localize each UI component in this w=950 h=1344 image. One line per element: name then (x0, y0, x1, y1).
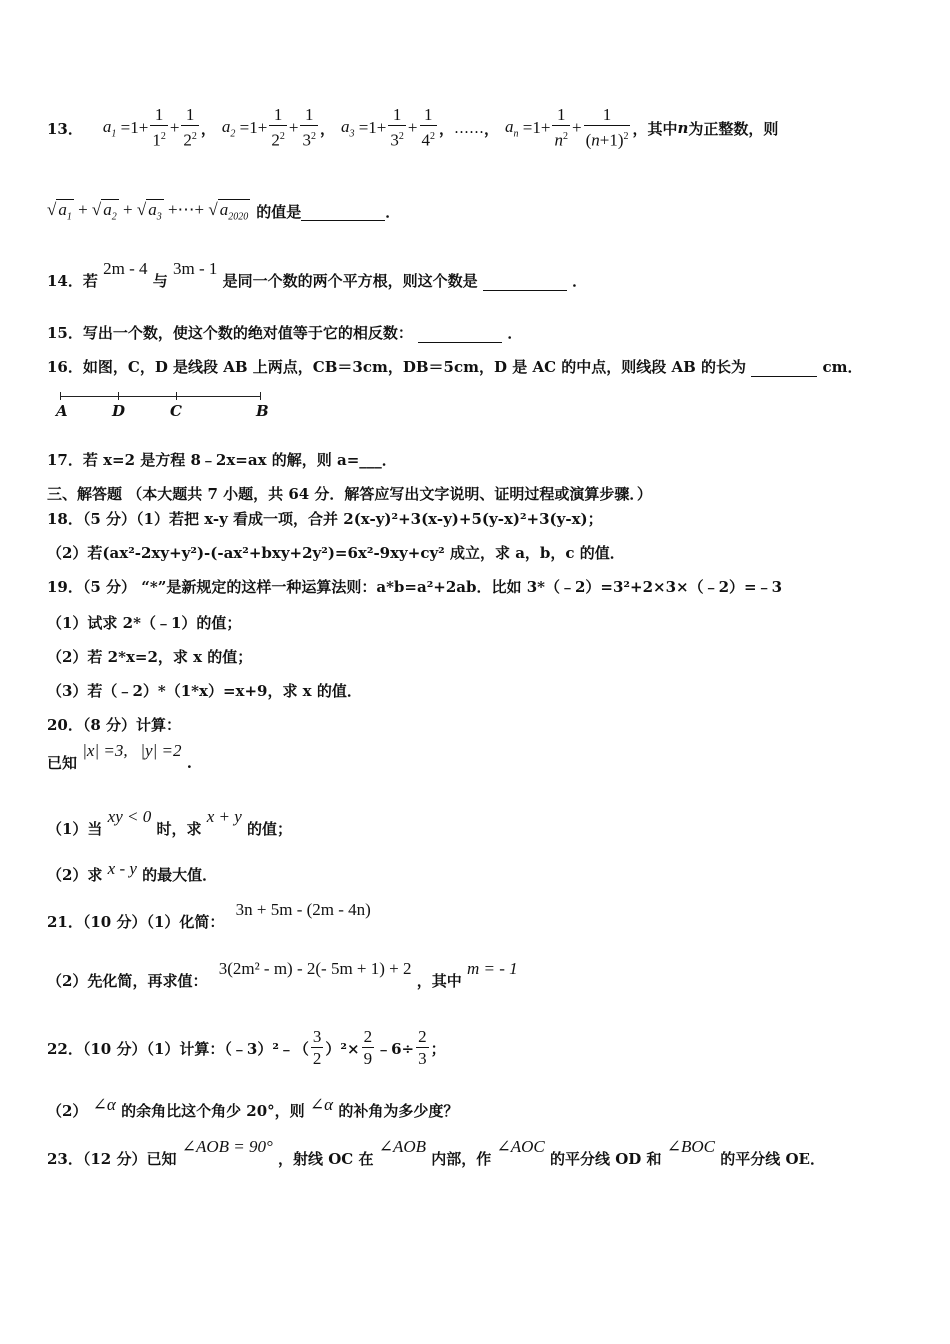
q13-number: 13． (47, 119, 83, 138)
label-c: C (170, 402, 182, 420)
q14-line: 14．若 2m - 4 与 3m - 1 是同一个数的两个平方根，则这个数是 ． (47, 259, 588, 290)
sqrt-sum: √ $a_1$ + √ $a_2$ + √ $a_3$ +⋯+ √ $a_{2020}$ (47, 200, 249, 223)
q13-line1: 13． $a_1$ =1+ $\frac{1}{1^2}$ + $\frac{1}{2^2}$ ， $a_2$ =1+ $\frac{1}{2^2}$ + $\frac{1}{3^2}$ ， $a_3$ =1+ $\frac{1}{3^2}$ + $\frac{1}{4^2}$ ， …… ， $a_n$ =1+ $\frac{1}{n^2}$ + $\frac{1}{(n+1)^2}$ ，其中 n 为正整数，则 (47, 104, 779, 150)
label-a: A (56, 402, 68, 420)
q16-line: 16．如图，C，D 是线段 AB 上两点，CB＝3cm，DB＝5cm，D 是 AC 的中点，则线段 AB 的长为 cm． (47, 358, 863, 376)
tick-d (118, 392, 119, 400)
q19-line1: 19．（5 分） “*”是新规定的这样一种运算法则：a*b=a²+2ab．比如 3*（﹣2）=3²+2×3×（﹣2）=﹣3 (47, 578, 783, 596)
a1-formula: $a_1$ (102, 116, 117, 140)
fraction: $\frac{1}{2^2}$ (183, 104, 197, 150)
fraction-2-9: $\frac{2}{9}$ (363, 1026, 373, 1068)
fraction-3-2: $\frac{3}{2}$ (312, 1026, 322, 1068)
section3-heading: 三、解答题 （本大题共 7 小题，共 64 分．解答应写出文字说明、证明过程或演算步骤．） (47, 485, 652, 503)
answer-blank[interactable] (483, 272, 567, 291)
q21-line1: 21．（10 分）（1）化简： 3n + 5m - (2m - 4n) (47, 900, 371, 931)
fraction: $\frac{1}{2^2}$ (271, 104, 285, 150)
label-b: B (256, 402, 269, 420)
q19-line3: （2）若 2*x=2，求 x 的值； (47, 648, 253, 666)
tick-c (176, 392, 177, 400)
q20-part2: （2）求 x - y 的最大值． (47, 859, 218, 884)
segment-line (60, 396, 260, 397)
fraction: $\frac{1}{3^2}$ (390, 104, 404, 150)
segment-figure (56, 390, 276, 424)
q15-line: 15．写出一个数，使这个数的绝对值等于它的相反数： ． (47, 324, 523, 342)
angle-alpha: ∠α (309, 1095, 334, 1114)
q22-line1: 22．（10 分）（1）计算：（﹣3）²﹣（ $\frac{3}{2}$ ）²× $\frac{2}{9}$ ﹣6÷ $\frac{2}{3}$ ； (47, 1026, 446, 1068)
fraction: $\frac{1}{3^2}$ (302, 104, 316, 150)
q20-known: 已知 |x| =3, |y| =2 . (47, 741, 192, 772)
a3-formula: $a_3$ (340, 116, 355, 140)
q18-line1: 18．（5 分）（1）若把 x-y 看成一项，合并 2(x-y)²+3(x-y)+5(y-x)²+3(y-x)； (47, 510, 603, 528)
q18-line2: （2）若(ax²-2xy+y²)-(-ax²+bxy+2y²)=6x²-9xy+cy² 成立，求 a，b，c 的值． (47, 544, 625, 562)
tick-b (260, 392, 261, 400)
answer-blank[interactable] (301, 202, 385, 221)
label-d: D (112, 402, 126, 420)
q17-line: 17．若 x=2 是方程 8﹣2x=ax 的解，则 a=___． (47, 451, 397, 469)
fraction: $\frac{1}{(n+1)^2}$ (585, 104, 629, 150)
q20-line1: 20．（8 分）计算： (47, 716, 182, 734)
fraction: $\frac{1}{1^2}$ (152, 104, 166, 150)
tick-a (60, 392, 61, 400)
q19-line4: （3）若（﹣2）*（1*x）=x+9，求 x 的值． (47, 682, 362, 700)
an-formula: $a_n$ (505, 116, 519, 140)
answer-blank[interactable] (418, 324, 502, 343)
q23-line: 23．（12 分）已知 ∠AOB = 90° ，射线 OC 在 ∠AOB 内部，作 ∠AOC 的平分线 OD 和 ∠BOC 的平分线 OE． (47, 1137, 825, 1168)
angle-alpha: ∠α (92, 1095, 116, 1114)
answer-blank[interactable] (751, 358, 817, 377)
q19-line2: （1）试求 2*（﹣1）的值； (47, 614, 242, 632)
fraction: $\frac{1}{4^2}$ (421, 104, 435, 150)
a2-formula: $a_2$ (221, 116, 236, 140)
q20-part1: （1）当 xy < 0 时，求 x + y 的值； (47, 807, 293, 838)
q21-line2: （2）先化简，再求值： 3(2m² - m) - 2(- 5m + 1) + 2 ，其中 m = - 1 (47, 959, 518, 990)
fraction: $\frac{1}{n^2}$ (554, 104, 568, 150)
q22-line2: （2） ∠α 的余角比这个角少 20°，则 ∠α 的补角为多少度？ (47, 1095, 459, 1120)
q13-line2: √ $a_1$ + √ $a_2$ + √ $a_3$ +⋯+ √ $a_{2020}$ 的值是 ． (47, 200, 401, 223)
fraction-2-3: $\frac{2}{3}$ (418, 1026, 427, 1068)
